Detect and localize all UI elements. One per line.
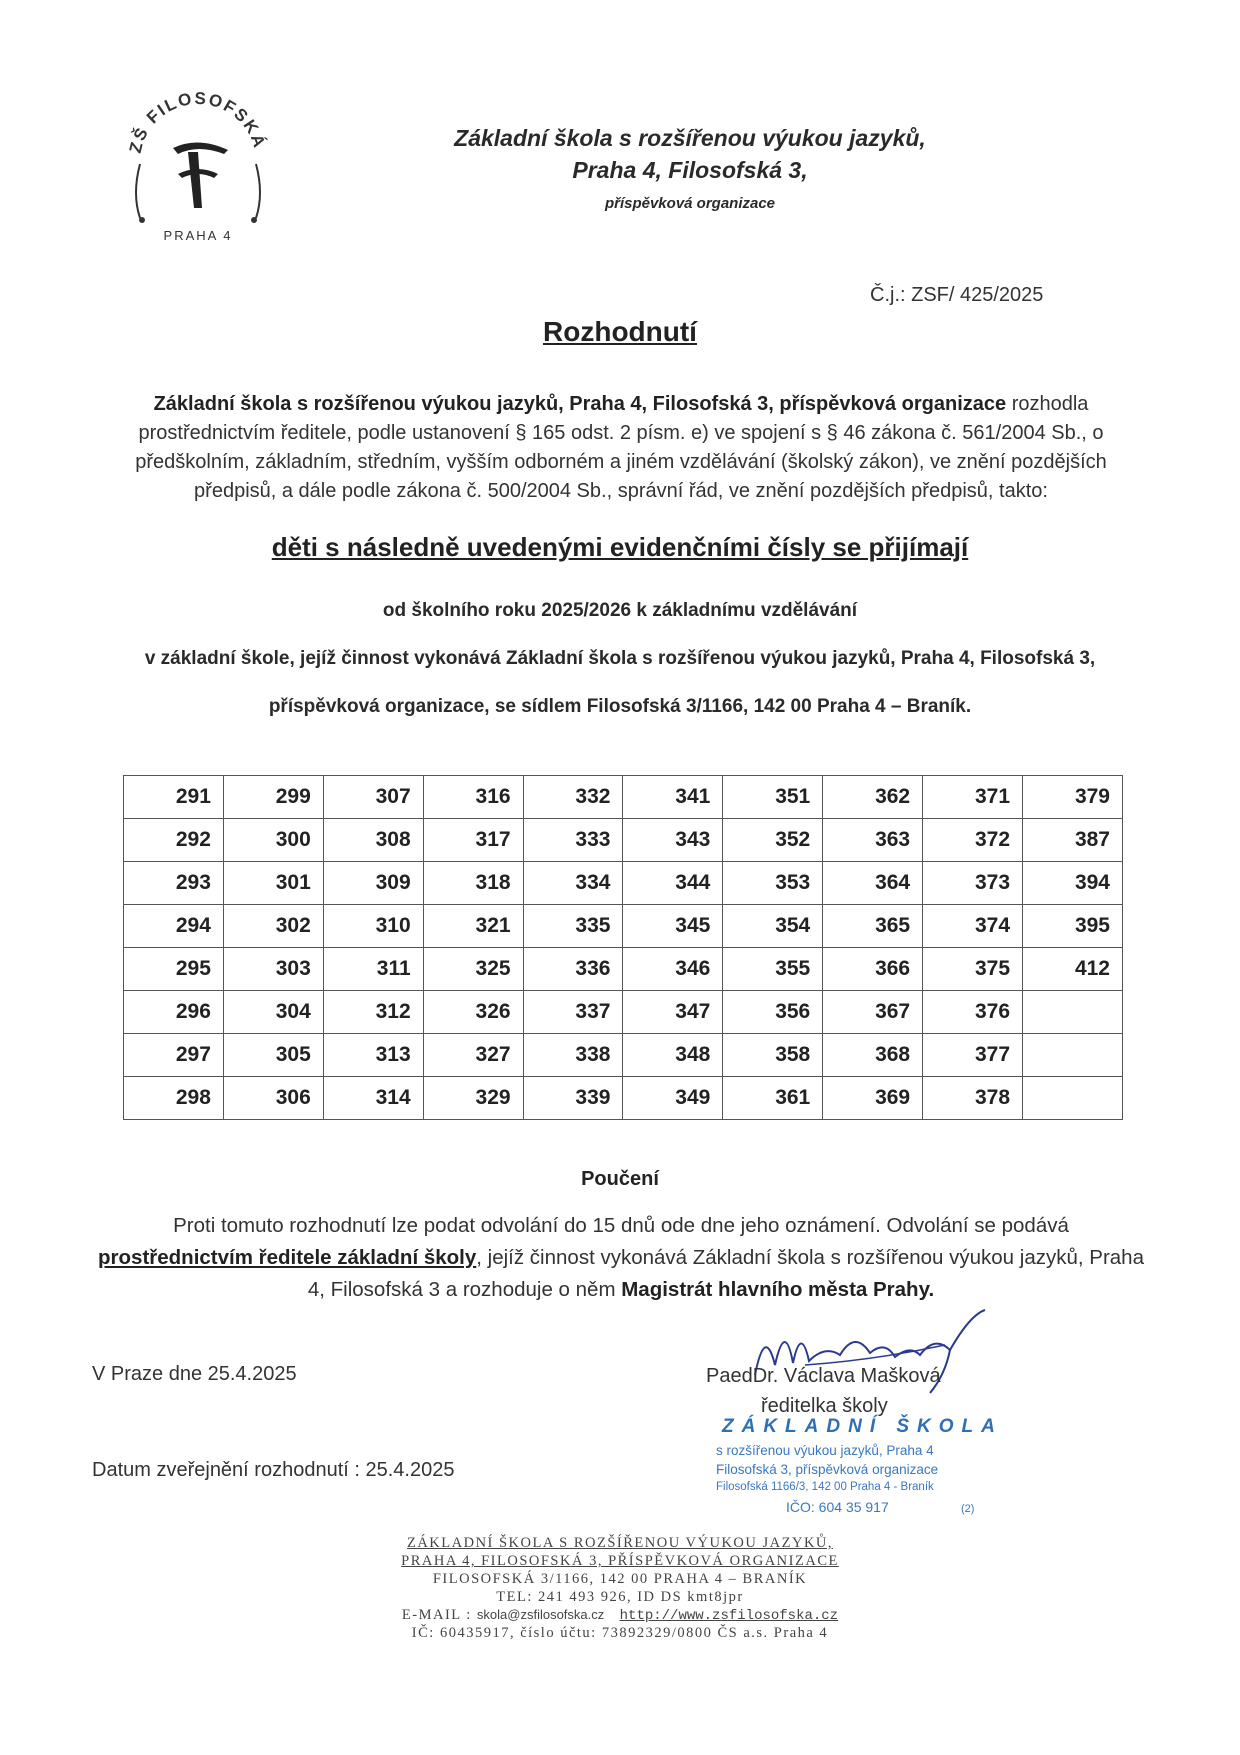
stamp-number: (2) <box>961 1503 975 1515</box>
table-cell: 329 <box>423 1077 523 1120</box>
table-cell: 327 <box>423 1034 523 1077</box>
table-cell: 347 <box>623 991 723 1034</box>
school-type-header: příspěvková organizace <box>604 195 776 212</box>
footer-contact-line <box>0 1607 1240 1624</box>
table-cell: 321 <box>423 905 523 948</box>
stamp-line-1: s rozšířenou výukou jazyků, Praha 4 <box>716 1443 934 1458</box>
table-row <box>124 819 1123 862</box>
table-cell: 316 <box>423 776 523 819</box>
table-cell: 317 <box>423 819 523 862</box>
table-cell: 374 <box>923 905 1023 948</box>
table-cell: 325 <box>423 948 523 991</box>
table-cell: 292 <box>124 819 224 862</box>
table-cell: 306 <box>223 1077 323 1120</box>
table-cell: 345 <box>623 905 723 948</box>
table-cell: 376 <box>923 991 1023 1034</box>
table-cell: 361 <box>723 1077 823 1120</box>
table-cell: 301 <box>223 862 323 905</box>
intro-paragraph <box>96 390 1146 506</box>
table-cell: 308 <box>323 819 423 862</box>
logo-bottom-text: PRAHA 4 <box>163 228 233 242</box>
table-cell: 313 <box>323 1034 423 1077</box>
footer-email-label: E-MAIL : <box>401 1607 477 1623</box>
table-cell: 336 <box>523 948 623 991</box>
table-cell: 303 <box>223 948 323 991</box>
decision-heading: děti s následně uvedenými evidenčními čísly se přijímají <box>271 532 969 562</box>
table-cell: 352 <box>723 819 823 862</box>
table-cell: 337 <box>523 991 623 1034</box>
table-cell: 353 <box>723 862 823 905</box>
table-cell: 349 <box>623 1077 723 1120</box>
table-cell: 335 <box>523 905 623 948</box>
table-cell: 356 <box>723 991 823 1034</box>
school-logo <box>118 82 278 242</box>
logo-arc-text: ZŠ FILOSOFSKÁ <box>125 88 270 155</box>
table-cell: 310 <box>323 905 423 948</box>
stamp-line-3: Filosofská 1166/3, 142 00 Praha 4 - Braník <box>716 1481 934 1493</box>
footer-website-link[interactable]: http://www.zsfilosofska.cz <box>619 1608 839 1624</box>
table-cell: 300 <box>223 819 323 862</box>
table-row <box>124 776 1123 819</box>
footer-line-3: FILOSOFSKÁ 3/1166, 142 00 PRAHA 4 – BRANÍK <box>432 1571 808 1587</box>
signer-role: ředitelka školy <box>761 1395 888 1417</box>
table-cell: 332 <box>523 776 623 819</box>
table-row <box>124 1077 1123 1120</box>
table-cell: 318 <box>423 862 523 905</box>
table-cell <box>1023 991 1123 1034</box>
stamp-ico: IČO: 604 35 917 <box>786 1499 889 1515</box>
document-title: Rozhodnutí <box>543 316 697 347</box>
table-cell: 375 <box>923 948 1023 991</box>
table-cell: 312 <box>323 991 423 1034</box>
instruction-text-start: Proti tomuto rozhodnutí lze podat odvolání do 15 dnů ode dne jeho oznámení. Odvolání se podává <box>173 1214 1069 1237</box>
table-row <box>124 862 1123 905</box>
table-cell: 339 <box>523 1077 623 1120</box>
table-cell: 372 <box>923 819 1023 862</box>
table-cell: 395 <box>1023 905 1123 948</box>
school-seat-line: příspěvková organizace, se sídlem Filosofská 3/1166, 142 00 Praha 4 – Braník. <box>268 696 972 717</box>
table-cell: 343 <box>623 819 723 862</box>
table-cell: 379 <box>1023 776 1123 819</box>
table-cell: 351 <box>723 776 823 819</box>
table-cell: 371 <box>923 776 1023 819</box>
table-cell: 387 <box>1023 819 1123 862</box>
table-cell: 378 <box>923 1077 1023 1120</box>
table-cell <box>1023 1077 1123 1120</box>
table-cell: 309 <box>323 862 423 905</box>
table-cell: 362 <box>823 776 923 819</box>
appeal-authority: Magistrát hlavního města Prahy. <box>621 1278 935 1301</box>
instruction-paragraph <box>96 1210 1146 1306</box>
table-cell: 344 <box>623 862 723 905</box>
table-cell: 333 <box>523 819 623 862</box>
stamp-title: ZÁKLADNÍ ŠKOLA <box>722 1416 1003 1437</box>
table-cell: 364 <box>823 862 923 905</box>
intro-school-name: Základní škola s rozšířenou výukou jazyků, Praha 4, Filosofská 3, příspěvková organizace <box>153 393 1007 415</box>
table-cell: 296 <box>124 991 224 1034</box>
admitted-numbers-body <box>124 776 1123 1120</box>
table-cell: 294 <box>124 905 224 948</box>
school-operator-line: v základní škole, jejíž činnost vykonává Základní škola s rozšířenou výukou jazyků, Praha 4, Filosofská 3, <box>144 648 1096 669</box>
table-row <box>124 991 1123 1034</box>
table-row <box>124 948 1123 991</box>
footer-line-4: TEL: 241 493 926, ID DS kmt8jpr <box>496 1589 744 1605</box>
school-year-line: od školního roku 2025/2026 k základnímu vzdělávání <box>382 600 858 621</box>
table-cell: 305 <box>223 1034 323 1077</box>
table-cell: 355 <box>723 948 823 991</box>
signer-name: PaedDr. Václava Mašková <box>706 1365 941 1387</box>
table-cell: 368 <box>823 1034 923 1077</box>
table-cell: 341 <box>623 776 723 819</box>
table-cell: 373 <box>923 862 1023 905</box>
table-cell: 307 <box>323 776 423 819</box>
table-cell: 304 <box>223 991 323 1034</box>
intro-text: rozhodla prostřednictvím ředitele, podle ustanovení § 165 odst. 2 písm. e) ve spojení s § 46 zákona č. 561/2004 Sb., o předškolním, základním, středním, vyšším odborném a jiném vzdělávání (školský zákon), ve znění pozdějších předpisů, a dále podle zákona č. 500/2004 Sb., správní řád, ve znění pozdějších předpisů, takto: <box>135 393 1107 502</box>
footer-line-6: IČ: 60435917, číslo účtu: 73892329/0800 ČS a.s. Praha 4 <box>411 1625 829 1641</box>
table-cell: 297 <box>124 1034 224 1077</box>
table-row <box>124 905 1123 948</box>
table-cell: 365 <box>823 905 923 948</box>
table-cell: 367 <box>823 991 923 1034</box>
table-cell: 338 <box>523 1034 623 1077</box>
instruction-underlined: prostřednictvím ředitele základní školy <box>98 1246 477 1269</box>
table-cell: 377 <box>923 1034 1023 1077</box>
admitted-numbers-table <box>123 775 1123 1120</box>
table-cell: 302 <box>223 905 323 948</box>
table-cell: 293 <box>124 862 224 905</box>
table-cell: 366 <box>823 948 923 991</box>
table-row <box>124 1034 1123 1077</box>
instruction-text-middle: , jejíž činnost vykonává Základní škola s rozšířenou výukou jazyků, Praha 4, Filosofská 3 a rozhoduje o něm <box>307 1246 1144 1301</box>
school-address-header: Praha 4, Filosofská 3, <box>572 157 808 183</box>
table-cell: 394 <box>1023 862 1123 905</box>
table-cell: 358 <box>723 1034 823 1077</box>
reference-number: Č.j.: ZSF/ 425/2025 <box>870 284 1044 306</box>
table-cell: 314 <box>323 1077 423 1120</box>
table-cell: 412 <box>1023 948 1123 991</box>
table-cell: 291 <box>124 776 224 819</box>
table-cell: 299 <box>223 776 323 819</box>
table-cell: 354 <box>723 905 823 948</box>
instruction-title: Poučení <box>581 1168 659 1190</box>
table-cell: 295 <box>124 948 224 991</box>
publication-date: Datum zveřejnění rozhodnutí : 25.4.2025 <box>92 1459 455 1481</box>
school-name-header: Základní škola s rozšířenou výukou jazyků, <box>454 125 926 151</box>
table-cell: 346 <box>623 948 723 991</box>
table-cell: 334 <box>523 862 623 905</box>
table-cell: 298 <box>124 1077 224 1120</box>
table-cell: 363 <box>823 819 923 862</box>
table-cell: 311 <box>323 948 423 991</box>
footer-line-1: ZÁKLADNÍ ŠKOLA S ROZŠÍŘENOU VÝUKOU JAZYKŮ, <box>406 1535 834 1551</box>
table-cell: 348 <box>623 1034 723 1077</box>
stamp-line-2: Filosofská 3, příspěvková organizace <box>716 1462 939 1477</box>
table-cell: 326 <box>423 991 523 1034</box>
table-cell: 369 <box>823 1077 923 1120</box>
table-cell <box>1023 1034 1123 1077</box>
place-and-date: V Praze dne 25.4.2025 <box>92 1363 297 1385</box>
footer-line-2: PRAHA 4, FILOSOFSKÁ 3, PŘÍSPĚVKOVÁ ORGANIZACE <box>401 1553 839 1569</box>
footer-email-link[interactable]: skola@zsfilosofska.cz <box>476 1607 605 1622</box>
